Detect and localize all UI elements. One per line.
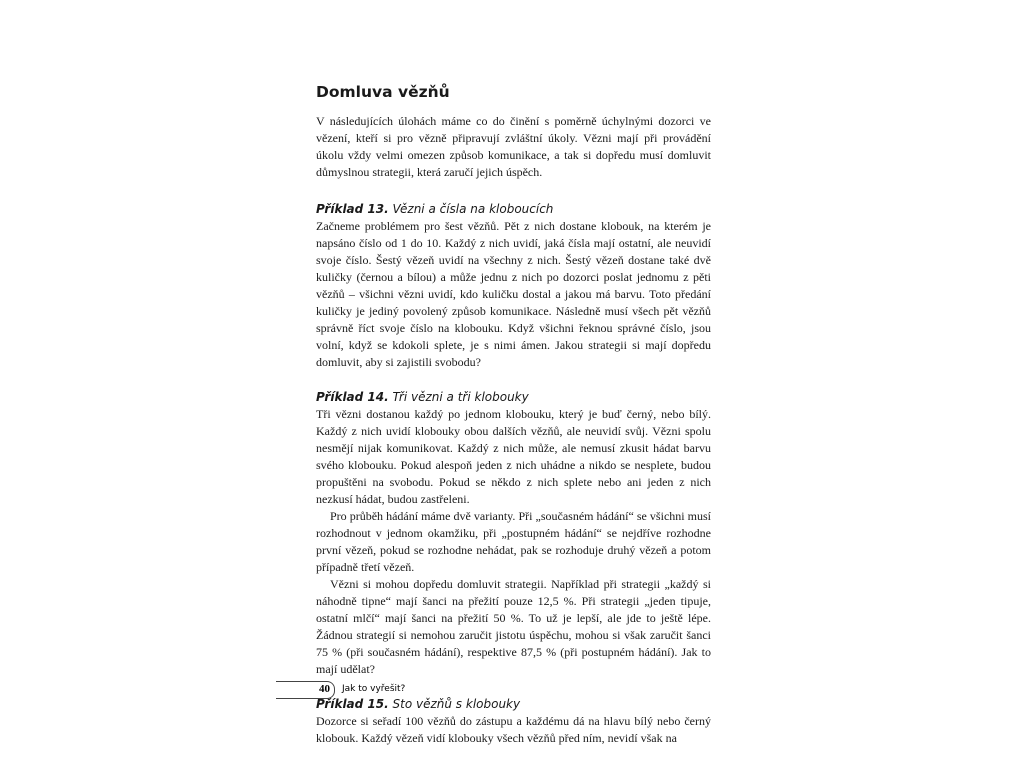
- example-15: [316, 696, 711, 747]
- running-title: Jak to vyřešit?: [342, 684, 406, 694]
- page-number: 40: [319, 683, 330, 695]
- example-number: Příklad 15.: [316, 697, 389, 711]
- example-paragraph: Pro průběh hádání máme dvě varianty. Při „současném hádání“ se všichni musí rozhodnout v jednom okamžiku, při „postupném hádání“ se nejdříve rozhodne první vězeň, pokud se rozhodne nehádat, pak se rozhoduje druhý vězeň a potom případně třetí vězeň.: [316, 509, 711, 574]
- example-13: [316, 201, 711, 371]
- intro-paragraph: V následujících úlohách máme co do činění s poměrně úchylnými dozorci ve vězení, kteří si pro vězně připravují zvláštní úkoly. Vězni mají při provádění úkolu vždy velmi omezen způsob komunikace, a tak si dopředu musí domluvit důmyslnou strategii, která zaručí jejich úspěch.: [316, 114, 711, 179]
- example-paragraph: Tři vězni dostanou každý po jednom klobouku, který je buď černý, nebo bílý. Každý z nich uvidí klobouky obou dalších vězňů, ale neuvidí svůj. Vězni spolu nesmějí nijak komunikovat. Každý z nich může, ale nemusí zkusit hádat barvu svého klobouku. Pokud alespoň jeden z nich uhádne a nikdo se nesplete, budou propuštěni na svobodu. Pokud se někdo z nich splete nebo ani jeden z nich nezkusí hádat, budou zastřeleni.: [316, 407, 711, 506]
- example-name: Sto vězňů s klobouky: [392, 697, 521, 711]
- example-number: Příklad 13.: [316, 202, 389, 216]
- example-14: [316, 389, 711, 678]
- example-heading: [316, 201, 711, 218]
- example-paragraph: Dozorce si seřadí 100 vězňů do zástupu a každému dá na hlavu bílý nebo černý klobouk. Každý vězeň vidí klobouky všech vězňů před ním, nevidí však na: [316, 714, 711, 745]
- example-name: Vězni a čísla na kloboucích: [392, 202, 554, 216]
- example-paragraph: Vězni si mohou dopředu domluvit strategii. Například při strategii „každý si náhodně tipne“ mají šanci na přežití pouze 12,5 %. Při strategii „jeden tipuje, ostatní mlčí“ mají šanci na přežití 50 %. To už je lepší, ale jde to ještě lépe. Žádnou strategií si nemohou zaručit jistotu úspěchu, mohou si však zaručit šanci 75 % (při současném hádání), respektive 87,5 % (při postupném hádání). Jak to mají udělat?: [316, 577, 711, 676]
- example-name: Tři vězni a tři klobouky: [392, 390, 529, 404]
- intro-section: [316, 113, 711, 181]
- section-title: Domluva vězňů: [316, 83, 450, 101]
- book-page: [316, 82, 711, 765]
- example-heading: [316, 389, 711, 406]
- example-paragraph: Začneme problémem pro šest vězňů. Pět z nich dostane klobouk, na kterém je napsáno číslo od 1 do 10. Každý z nich uvidí, jaká čísla mají ostatní, ale neuvidí svoje číslo. Šestý vězeň uvidí na všechny z nich. Šestý vězeň dostane také dvě kuličky (černou a bílou) a může jednu z nich po dozorci poslat jednomu z pěti vězňů – všichni vězni uvidí, kdo kuličku dostal a jakou má barvu. Toto předání kuličky je jediný povolený způsob komunikace. Následně musí všech pět vězňů správně říct svoje číslo na klobouku. Když všichni řeknou správné číslo, jsou volní, když se kdokoli splete, je s nimi ámen. Jakou strategii si mají dopředu domluvit, aby si zajistili svobodu?: [316, 219, 711, 369]
- page-footer: [276, 680, 606, 700]
- example-number: Příklad 14.: [316, 390, 389, 404]
